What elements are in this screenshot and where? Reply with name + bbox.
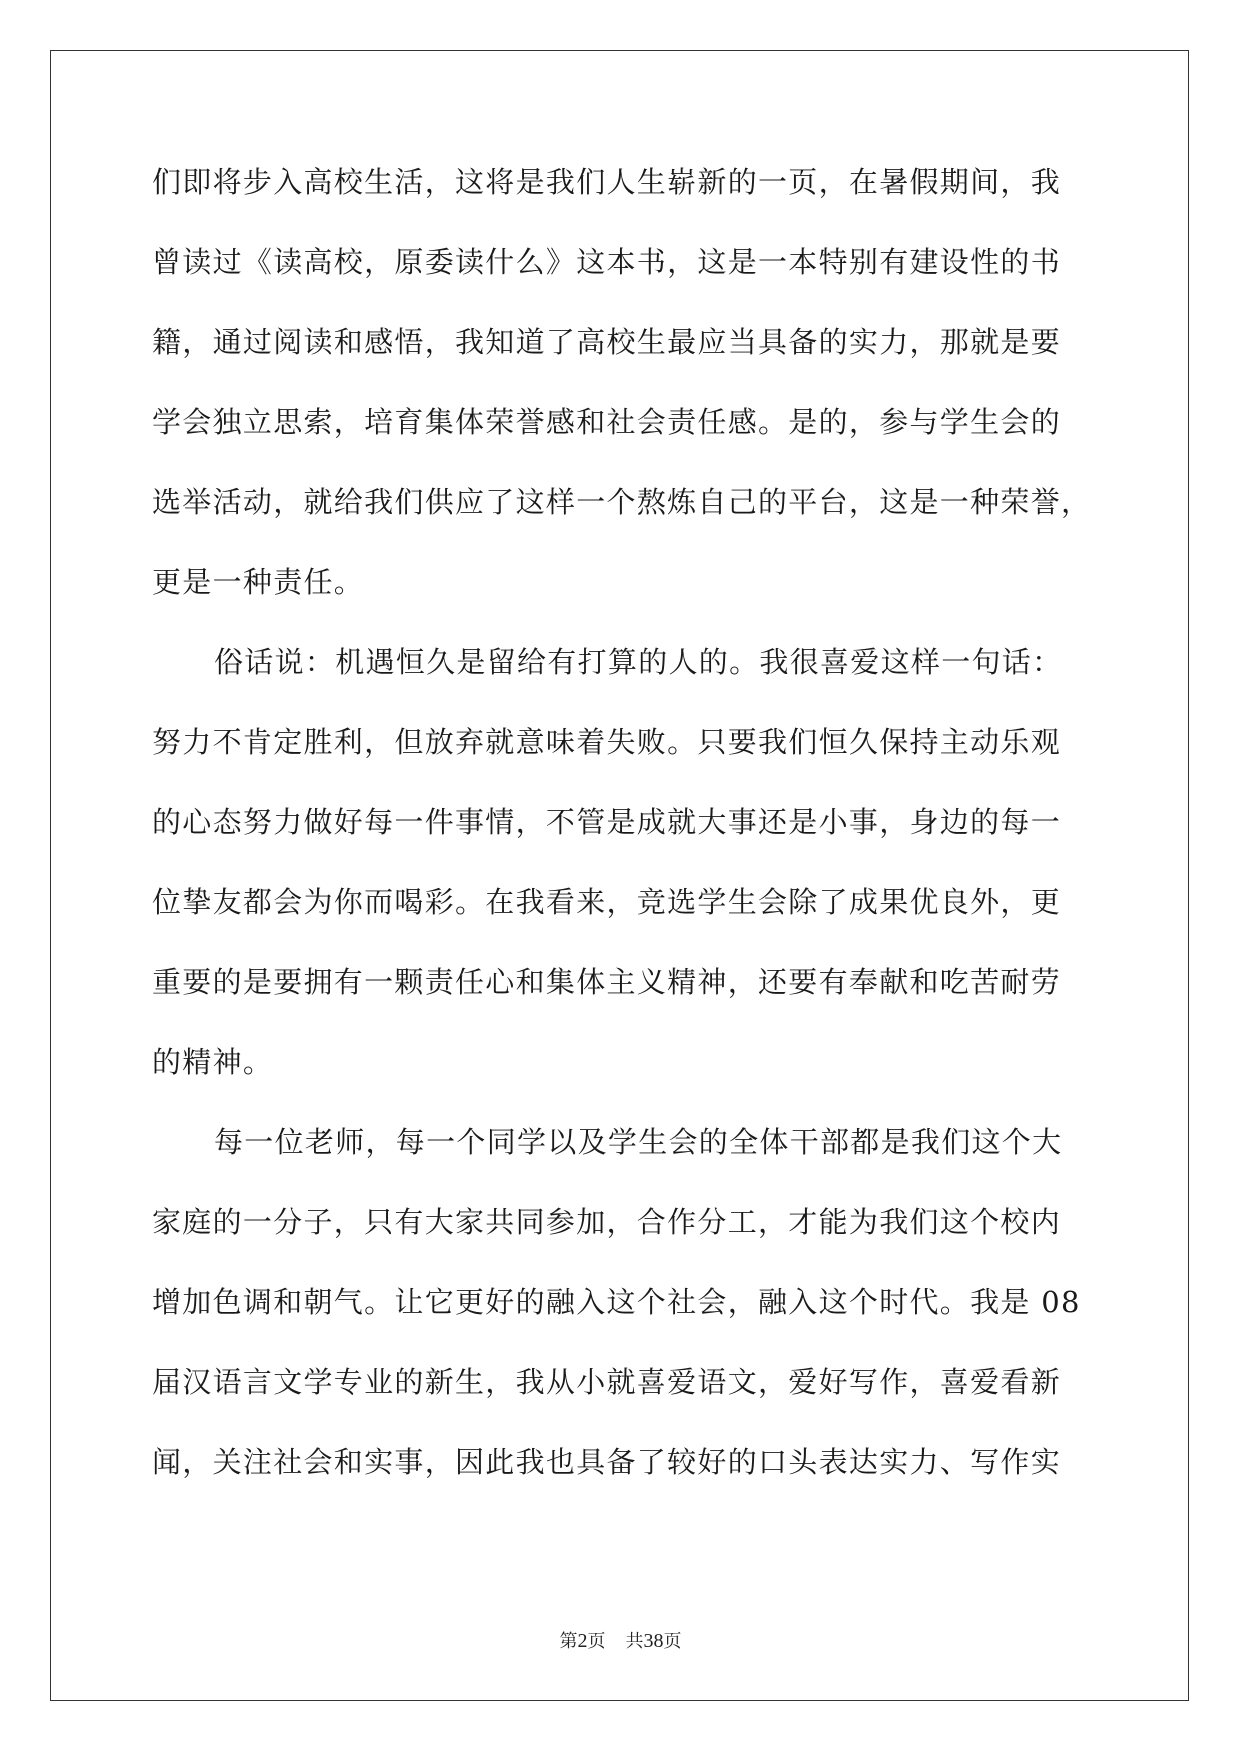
text-line: 每一位老师，每一个同学以及学生会的全体干部都是我们这个大 — [214, 1125, 1063, 1159]
text-line: 的精神。 — [152, 1045, 274, 1079]
page-footer — [0, 1627, 1241, 1653]
text-line: 学会独立思索，培育集体荣誉感和社会责任感。是的，参与学生会的 — [152, 405, 1062, 439]
text-line: 闻，关注社会和实事，因此我也具备了较好的口头表达实力、写作实 — [152, 1445, 1062, 1479]
text-line: 俗话说：机遇恒久是留给有打算的人的。我很喜爱这样一句话： — [214, 645, 1063, 679]
text-line: 选举活动，就给我们供应了这样一个熬炼自己的平台，这是一种荣誉， — [152, 485, 1092, 519]
text-line: 增加色调和朝气。让它更好的融入这个社会，融入这个时代。我是 08 — [152, 1285, 1081, 1319]
footer-total-prefix: 共 — [625, 1631, 644, 1652]
footer-page-suffix: 页 — [587, 1631, 606, 1652]
footer-total-pages: 38 — [643, 1630, 664, 1652]
text-line: 努力不肯定胜利，但放弃就意味着失败。只要我们恒久保持主动乐观 — [152, 725, 1062, 759]
text-line: 重要的是要拥有一颗责任心和集体主义精神，还要有奉献和吃苦耐劳 — [152, 965, 1062, 999]
text-line: 的心态努力做好每一件事情，不管是成就大事还是小事，身边的每一 — [152, 805, 1062, 839]
text-line: 曾读过《读高校，原委读什么》这本书，这是一本特别有建设性的书 — [152, 245, 1062, 279]
text-line: 籍，通过阅读和感悟，我知道了高校生最应当具备的实力，那就是要 — [152, 325, 1062, 359]
text-line: 位挚友都会为你而喝彩。在我看来，竞选学生会除了成果优良外，更 — [152, 885, 1062, 919]
footer-total-suffix: 页 — [663, 1631, 682, 1652]
footer-page-number: 2 — [577, 1630, 588, 1652]
document-body — [152, 162, 1102, 1522]
text-line: 家庭的一分子，只有大家共同参加，合作分工，才能为我们这个校内 — [152, 1205, 1062, 1239]
footer-page-prefix: 第 — [559, 1631, 578, 1652]
text-line: 更是一种责任。 — [152, 565, 365, 599]
text-line: 届汉语言文学专业的新生，我从小就喜爱语文，爱好写作，喜爱看新 — [152, 1365, 1062, 1399]
text-line: 们即将步入高校生活，这将是我们人生崭新的一页，在暑假期间，我 — [152, 165, 1062, 199]
